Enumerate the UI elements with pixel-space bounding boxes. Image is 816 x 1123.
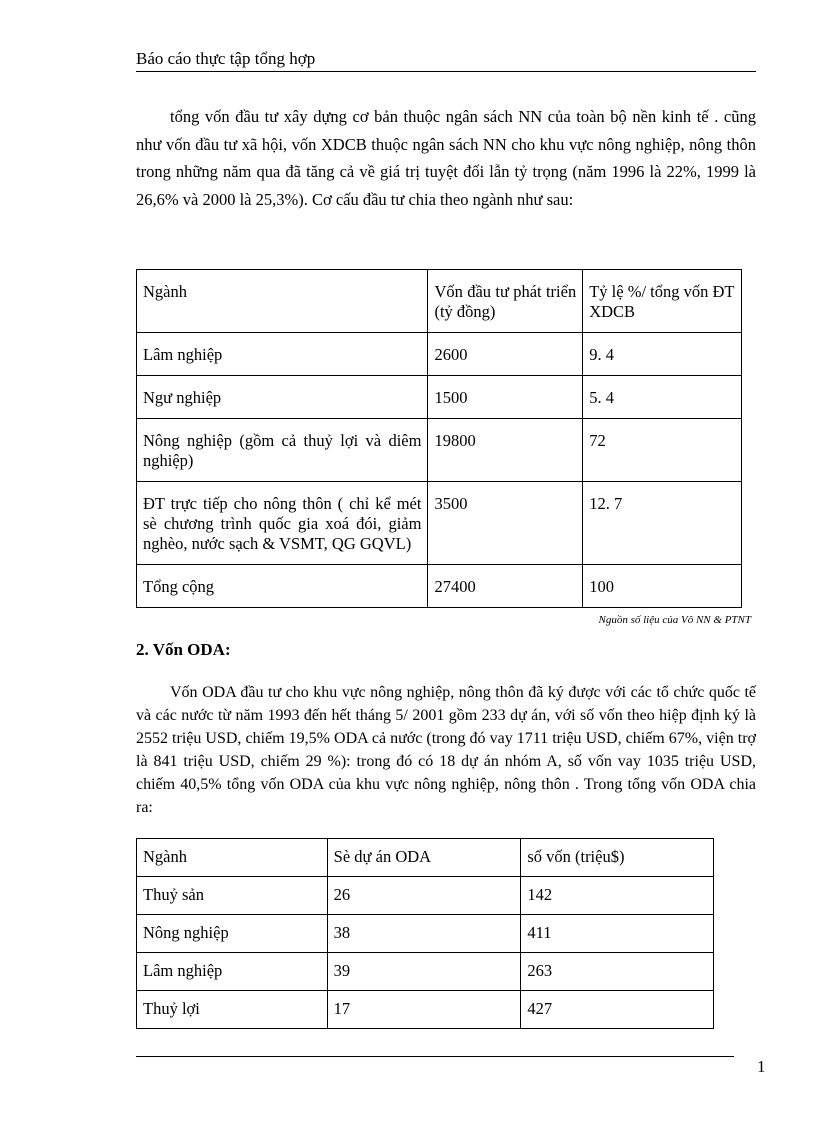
table-header-cell: số vốn (triệu$) (521, 839, 714, 877)
table-cell: 12. 7 (583, 482, 742, 565)
table-total-row (137, 565, 742, 608)
table-row (137, 877, 714, 915)
paragraph-oda: Vốn ODA đầu tư cho khu vực nông nghiệp, nông thôn đã ký được với các tổ chức quốc tế và các nước từ năm 1993 đến hết tháng 5/ 2001 gồm 233 dự án, với số vốn theo hiệp định ký là 2552 triệu USD, chiếm 19,5% ODA cả nước (trong đó vay 1711 triệu USD, chiếm 67%, viện trợ là 841 triệu USD, chiếm 29 %): trong đó có 18 dự án nhóm A, số vốn vay 1035 triệu USD, chiếm 40,5% tổng vốn ODA của khu vực nông nghiệp, nông thôn . Trong tổng vốn ODA chia ra: (136, 684, 756, 816)
table-cell: 9. 4 (583, 333, 742, 376)
investment-by-sector-table (136, 269, 742, 608)
table-cell: Lâm nghiệp (137, 953, 328, 991)
table-row (137, 991, 714, 1029)
table-cell: 17 (327, 991, 521, 1029)
table-row (137, 376, 742, 419)
table-cell: 427 (521, 991, 714, 1029)
footer-divider (136, 1056, 734, 1057)
table-cell: 19800 (428, 419, 583, 482)
table-header-row (137, 839, 714, 877)
table-header-cell: Ngành (137, 839, 328, 877)
table-cell: 27400 (428, 565, 583, 608)
table-cell: 2600 (428, 333, 583, 376)
table-row (137, 333, 742, 376)
table-cell: Thuỷ lợi (137, 991, 328, 1029)
table-cell: 3500 (428, 482, 583, 565)
table-cell: Lâm nghiệp (137, 333, 428, 376)
table-cell: Ngư nghiệp (137, 376, 428, 419)
page-header: Báo cáo thực tập tổng hợp (136, 49, 756, 72)
table-header-cell: Vốn đầu tư phát triển (tỷ đồng) (428, 270, 583, 333)
table-cell: Nông nghiệp (137, 915, 328, 953)
table-cell: 26 (327, 877, 521, 915)
table-row (137, 419, 742, 482)
table-cell: 100 (583, 565, 742, 608)
table-cell: Thuỷ sản (137, 877, 328, 915)
paragraph-investment-intro: tổng vốn đầu tư xây dựng cơ bản thuộc ngân sách NN của toàn bộ nền kinh tế . cũng như vốn đầu tư xã hội, vốn XDCB thuộc ngân sách NN cho khu vực nông nghiệp, nông thôn trong những năm qua đã tăng cả về giá trị tuyệt đối lẫn tỷ trọng (năm 1996 là 22%, 1999 là 26,6% và 2000 là 25,3%). Cơ cấu đầu tư chia theo ngành như sau: (136, 107, 756, 209)
oda-by-sector-table (136, 838, 714, 1029)
table-header-cell: Tỷ lệ %/ tổng vốn ĐT XDCB (583, 270, 742, 333)
table-cell: 263 (521, 953, 714, 991)
table-header-cell: Sè dự án ODA (327, 839, 521, 877)
table-row (137, 482, 742, 565)
page-number: 1 (757, 1057, 766, 1076)
table-cell: 142 (521, 877, 714, 915)
table-row (137, 915, 714, 953)
table-cell: Nông nghiệp (gồm cả thuỷ lợi và diêm nghiệp) (137, 419, 428, 482)
source-note: Nguồn số liệu của Vô NN & PTNT (598, 614, 751, 626)
table-cell: 411 (521, 915, 714, 953)
table-cell: 38 (327, 915, 521, 953)
table-header-cell: Ngành (137, 270, 428, 333)
table-cell: 1500 (428, 376, 583, 419)
table-header-row (137, 270, 742, 333)
section-heading: 2. Vốn ODA: (136, 640, 231, 659)
table-row (137, 953, 714, 991)
table-cell: 39 (327, 953, 521, 991)
table-cell: ĐT trực tiếp cho nông thôn ( chỉ kể mét sè chương trình quốc gia xoá đói, giảm nghèo, nước sạch & VSMT, QG GQVL) (137, 482, 428, 565)
table-cell: 5. 4 (583, 376, 742, 419)
table-cell: Tổng cộng (137, 565, 428, 608)
table-cell: 72 (583, 419, 742, 482)
